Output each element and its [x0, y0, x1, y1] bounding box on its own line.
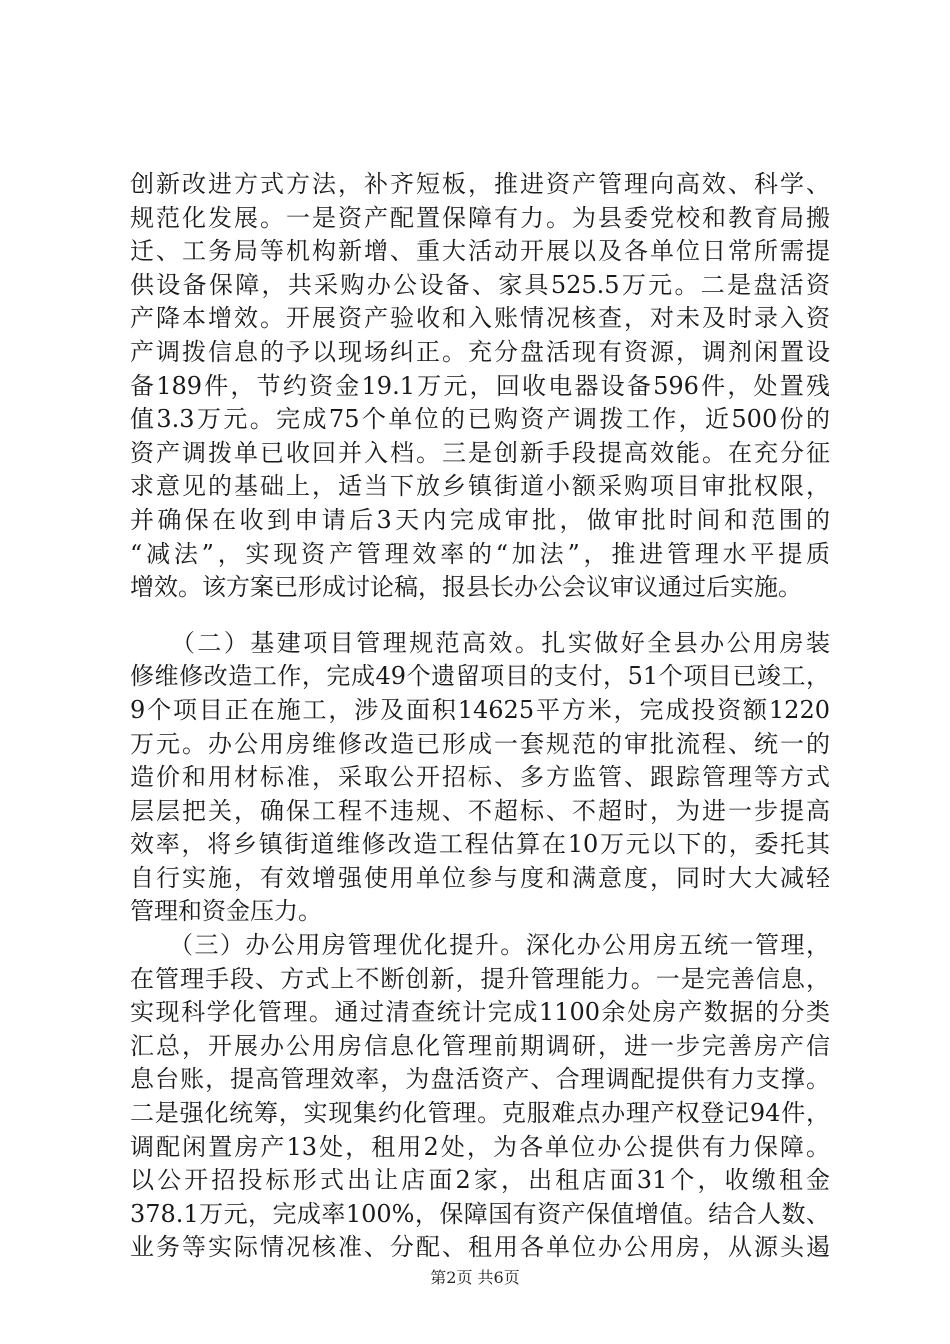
text-line: 值3.3万元。完成75个单位的已购资产调拨工作，近500份的	[130, 405, 830, 434]
text-line: 自行实施，有效增强使用单位参与度和满意度，同时大大减轻	[130, 863, 830, 892]
text-line: 以公开招投标形式出让店面2家，出租店面31个，收缴租金	[130, 1166, 830, 1195]
text-line: 求意见的基础上，适当下放乡镇街道小额采购项目审批权限，	[130, 472, 830, 501]
text-line: 供设备保障，共采购办公设备、家具525.5万元。二是盘活资	[130, 270, 830, 299]
text-line: 二是强化统筹，实现集约化管理。克服难点办理产权登记94件，	[130, 1099, 830, 1128]
text-line: 创新改进方式方法，补齐短板，推进资产管理向高效、科学、	[130, 170, 830, 198]
text-line: “减法”，实现资产管理效率的“加法”，推进管理水平提质	[130, 539, 830, 568]
text-line: 层层把关，确保工程不违规、不超标、不超时，为进一步提高	[130, 796, 830, 825]
document-body	[130, 168, 830, 1265]
text-line: 汇总，开展办公用房信息化管理前期调研，进一步完善房产信	[130, 1031, 830, 1060]
page-footer: 第2页 共6页	[430, 1268, 520, 1287]
text-line: 修维修改造工作，完成49个遗留项目的支付，51个项目已竣工，	[130, 662, 830, 691]
text-line: 万元。办公用房维修改造已形成一套规范的审批流程、统一的	[130, 729, 830, 758]
text-line: 9个项目正在施工，涉及面积14625平方米，完成投资额1220	[130, 695, 830, 724]
text-line: 管理和资金压力。	[130, 897, 322, 926]
text-line: 规范化发展。一是资产配置保障有力。为县委党校和教育局搬	[130, 203, 830, 232]
text-line: 备189件，节约资金19.1万元，回收电器设备596件，处置残	[130, 371, 830, 400]
text-line: 增效。该方案已形成讨论稿，报县长办公会议审议通过后实施。	[130, 573, 802, 602]
text-line: （二）基建项目管理规范高效。扎实做好全县办公用房装	[130, 628, 830, 657]
text-line: 产降本增效。开展资产验收和入账情况核查，对未及时录入资	[130, 304, 830, 333]
text-line: 实现科学化管理。通过清查统计完成1100余处房产数据的分类	[130, 998, 830, 1027]
text-line: 资产调拨单已收回并入档。三是创新手段提高效能。在充分征	[130, 438, 830, 467]
text-line: 在管理手段、方式上不断创新，提升管理能力。一是完善信息，	[130, 964, 830, 993]
text-line: 造价和用材标准，采取公开招标、多方监管、跟踪管理等方式	[130, 763, 830, 792]
text-line: 调配闲置房产13处，租用2处，为各单位办公提供有力保障。	[130, 1132, 830, 1161]
text-line: 378.1万元，完成率100%，保障国有资产保值增值。结合人数、	[130, 1199, 830, 1228]
text-line: （三）办公用房管理优化提升。深化办公用房五统一管理，	[130, 931, 830, 960]
text-line: 效率，将乡镇街道维修改造工程估算在10万元以下的，委托其	[130, 830, 830, 859]
text-line: 产调拨信息的予以现场纠正。充分盘活现有资源，调剂闲置设	[130, 337, 830, 366]
text-line: 迁、工务局等机构新增、重大活动开展以及各单位日常所需提	[130, 237, 830, 266]
text-line: 息台账，提高管理效率，为盘活资产、合理调配提供有力支撑。	[130, 1065, 830, 1094]
text-line: 业务等实际情况核准、分配、租用各单位办公用房，从源头遏	[130, 1233, 830, 1262]
text-line: 并确保在收到申请后3天内完成审批，做审批时间和范围的	[130, 505, 830, 534]
paragraph-gap	[130, 605, 830, 627]
